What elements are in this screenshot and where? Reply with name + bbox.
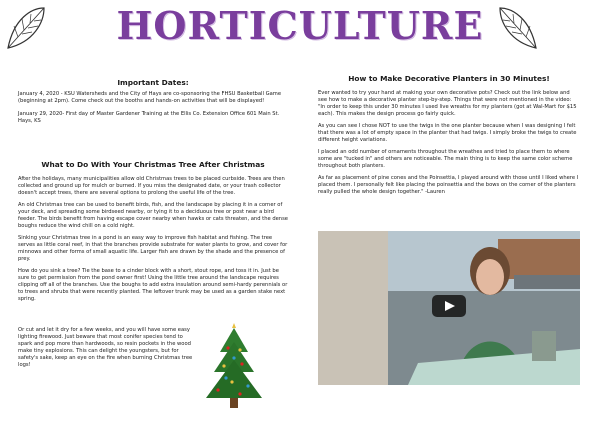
date-item: January 29, 2020- First day of Master Gardener Training at the Ellis Co. Extension Office 601 Main St. Hays, KS [18,111,280,124]
firewood-paragraph-box [18,327,198,369]
play-icon[interactable] [432,295,466,317]
date-item: January 4, 2020 - KSU Watersheds and the City of Hays are co-sponsoring the FHSU Basketball Game (beginning at 2pm). Come check out the booths and hands-on activities that will be displayed! [18,91,282,104]
planters-section [318,74,580,196]
page-title: HORTICULTURE [116,3,484,48]
christmas-tree-section [18,160,288,303]
video-player[interactable] [318,231,580,385]
christmas-tree-icon [202,322,266,412]
planters-heading: How to Make Decorative Planters in 30 Minutes! [348,74,550,83]
important-dates-section [18,78,288,125]
paragraph: An old Christmas tree can be used to benefit birds, fish, and the landscape by placing it in a corner of your deck, and spreading some birdseed nearby, or tying it to a deciduous tree or post near a bird feeder. The birds benefit from having escape cover nearby when hawks or cats threaten, and the dense boughs reduce the wind chill on a cold night. [18,202,288,229]
paragraph: After the holidays, many municipalities allow old Christmas trees to be placed curbside. Trees are then collected and ground up for mulch or burned. If you miss the designated date, or your trash collector doesn't accept trees, there are several options to prolong the useful life of the tree. [18,176,285,196]
masthead [0,0,600,60]
paragraph: Or cut and let it dry for a few weeks, and you will have some easy lighting firewood. Just beware that most conifer species tend to spark and pop more than hardwoods, so resin pockets in the wood make tiny explosions. This can delight the youngsters, but for safety's sake, keep an eye on the fire when burning Christmas tree logs! [18,327,193,368]
leaf-icon [496,4,540,52]
important-dates-heading: Important Dates: [117,78,189,87]
paragraph: Sinking your Christmas tree in a pond is an easy way to improve fish habitat and fishing. The tree serves as little coral reef, in that the branches provide substrate for water plants to grow, and cover for minnows and other forms of small aquatic life. Larger fish are drawn by the shade and the presence of prey. [18,235,288,262]
paragraph: As you can see I chose NOT to use the twigs in the one planter because when I was designing I felt that there was a lot of empty space in the planter that had twigs. I simply broke the twigs to create different height variations. [318,123,577,143]
paragraph: I placed an odd number of ornaments throughout the wreathes and tried to place them to where some are "tucked in" and others are noticeable. The main thing is to keep the same color scheme throughout both planters. [318,149,573,169]
paragraph: How do you sink a tree? Tie the base to a cinder block with a short, stout rope, and toss it in. Just be sure to get permission from the pond owner first! Using the little tree around the landscape requires clipping off all of the branches. Use the boughs to add extra insulation around semi-hardy perennials or to trees and shrubs that were recently planted. The leftover trunk may be used as a garden stake next spring. [18,268,288,302]
paragraph: Ever wanted to try your hand at making your own decorative pots? Check out the link below and see how to make a decorative planter step-by-step. Things that were not mentioned in the video: "In order to keep this under 30 minutes I used live wreaths for my planters (got at Wal-Mart for $15 each). This makes the design process go fairly quick. [318,90,577,117]
paragraph: As far as placement of pine cones and the Poinsettia, I played around with those until I liked where I placed them. I personally felt like placing the poinsettia and the bows on the corner of the planters really pulled the whole design together." -Lauren [318,175,579,195]
christmas-tree-heading: What to Do With Your Christmas Tree After Christmas [41,160,265,169]
